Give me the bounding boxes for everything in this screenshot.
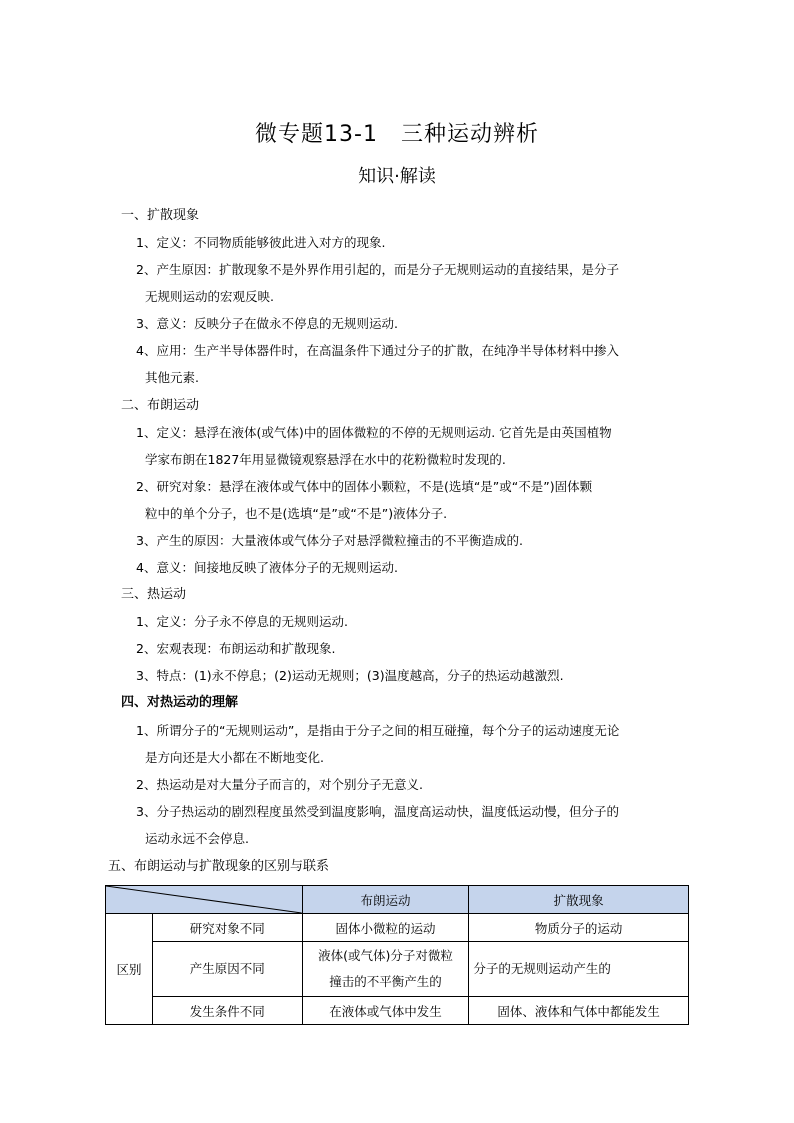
section-heading-comparison: 五、布朗运动与扩散现象的区别与联系: [108, 859, 330, 874]
list-item: 1、定义：分子永不停息的无规则运动.: [136, 614, 348, 629]
list-item-continued: 是方向还是大小都在不断地变化.: [145, 750, 324, 765]
list-item: 1、定义：不同物质能够彼此进入对方的现象.: [136, 235, 386, 250]
diffusion-cell: 物质分子的运动: [469, 914, 689, 942]
list-item-continued: 其他元素.: [145, 370, 199, 385]
list-item: 1、所谓分子的“无规则运动”，是指由于分子之间的相互碰撞，每个分子的运动速度无论: [136, 723, 620, 738]
diffusion-cell: 分子的无规则运动产生的: [469, 942, 689, 997]
section-heading-brownian: 二、布朗运动: [121, 398, 200, 413]
list-item: 2、热运动是对大量分子而言的，对个别分子无意义.: [136, 777, 423, 792]
row-label-cell: 发生条件不同: [152, 997, 302, 1025]
diffusion-cell: 固体、液体和气体中都能发生: [469, 997, 689, 1025]
col-header-brownian: 布朗运动: [302, 886, 469, 914]
table-row: [106, 997, 689, 1025]
brownian-cell: [302, 942, 469, 997]
list-item: 2、产生原因：扩散现象不是外界作用引起的，而是分子无规则运动的直接结果，是分子: [136, 262, 619, 277]
section-heading-thermal: 三、热运动: [121, 587, 187, 602]
list-item: 2、宏观表现：布朗运动和扩散现象.: [136, 641, 336, 656]
row-label-cell: 研究对象不同: [152, 914, 302, 942]
list-item: 3、分子热运动的剧烈程度虽然受到温度影响，温度高运动快，温度低运动慢，但分子的: [136, 804, 619, 819]
list-item: 1、定义：悬浮在液体(或气体)中的固体微粒的不停的无规则运动. 它首先是由英国植物: [136, 425, 612, 440]
list-item-continued: 粒中的单个分子，也不是(选填“是”或“不是”)液体分子.: [145, 506, 448, 521]
page-title: 微专题13-1 三种运动辨析: [255, 122, 539, 147]
list-item: 3、意义：反映分子在做永不停息的无规则运动.: [136, 316, 398, 331]
list-item: 2、研究对象：悬浮在液体或气体中的固体小颗粒，不是(选填“是”或“不是”)固体颗: [136, 479, 593, 494]
page-subtitle: 知识·解读: [358, 166, 436, 187]
row-label-cell: 产生原因不同: [152, 942, 302, 997]
diagonal-line: [106, 886, 302, 913]
comparison-table: [105, 885, 689, 1025]
list-item: 3、特点：(1)永不停息；(2)运动无规则；(3)温度越高，分子的热运动越激烈.: [136, 668, 564, 683]
group-label-cell: 区别: [106, 914, 153, 1025]
table-row: [106, 914, 689, 942]
brownian-cell: 在液体或气体中发生: [302, 997, 469, 1025]
col-header-diffusion: 扩散现象: [469, 886, 689, 914]
diagonal-header-cell: [106, 886, 303, 914]
list-item: 4、意义：间接地反映了液体分子的无规则运动.: [136, 560, 398, 575]
brownian-cell-line: 液体(或气体)分子对微粒: [318, 948, 453, 963]
list-item: 3、产生的原因：大量液体或气体分子对悬浮微粒撞击的不平衡造成的.: [136, 533, 523, 548]
list-item-continued: 学家布朗在1827年用显微镜观察悬浮在水中的花粉微粒时发现的.: [145, 452, 506, 467]
section-heading-diffusion: 一、扩散现象: [121, 208, 200, 223]
table-header-row: [106, 886, 689, 914]
brownian-cell: 固体小微粒的运动: [302, 914, 469, 942]
list-item-continued: 运动永远不会停息.: [145, 831, 249, 846]
list-item: 4、应用：生产半导体器件时，在高温条件下通过分子的扩散，在纯净半导体材料中掺入: [136, 343, 619, 358]
brownian-cell-line: 撞击的不平衡产生的: [329, 974, 442, 989]
table-row: [106, 942, 689, 997]
list-item-continued: 无规则运动的宏观反映.: [145, 289, 274, 304]
section-heading-understanding: 四、对热运动的理解: [121, 695, 239, 710]
